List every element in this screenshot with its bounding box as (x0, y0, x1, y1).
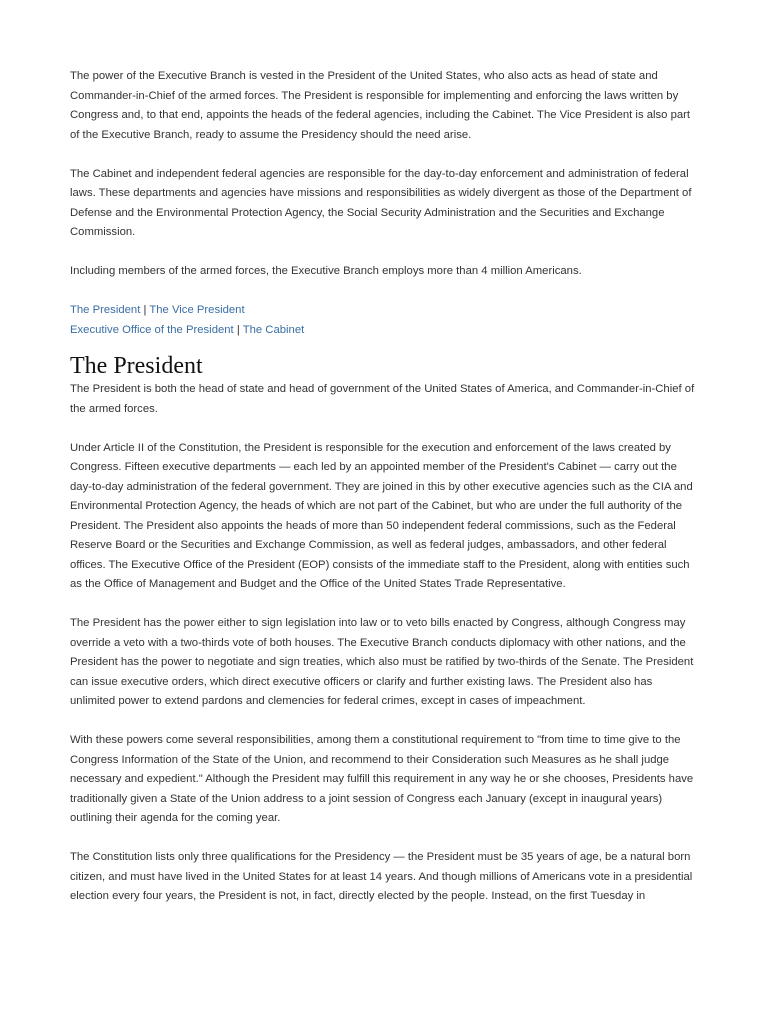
intro-paragraph-2: The Cabinet and independent federal agencies are responsible for the day-to-day enforcement and administration of federal laws. These departments and agencies have missions and responsibilities as widely divergent as those of the Department of Defense and the Environmental Protection Agency, the Social Security Administration and the Securities and Exchange Commission. (70, 167, 692, 238)
president-section (70, 380, 698, 907)
intro-paragraph-3: Including members of the armed forces, the Executive Branch employs more than 4 million Americans. (70, 265, 582, 277)
president-paragraph-1: The President is both the head of state and head of government of the United States of America, and Commander-in-Chief of the armed forces. (70, 383, 695, 415)
link-separator: | (140, 304, 150, 316)
link-the-vice-president[interactable]: The Vice President (149, 304, 245, 316)
president-paragraph-4: With these powers come several responsibilities, among them a constitutional requirement to "from time to time give to the Congress Information of the State of the Union, and recommend to their Consideration such Measures as he shall judge necessary and expedient." Although the President may fulfill this requirement in any way he or she chooses, Presidents have traditionally given a State of the Union address to a joint session of Congress each January (except in inaugural years) outlining their agenda for the coming year. (70, 734, 694, 824)
link-the-president[interactable]: The President (70, 304, 141, 316)
president-paragraph-2: Under Article II of the Constitution, the President is responsible for the execution and enforcement of the laws created by Congress. Fifteen executive departments — each led by an appointed member of the President's Cabinet — carry out the day-to-day administration of the federal government. They are joined in this by other executive agencies such as the CIA and Environmental Protection Agency, the heads of which are not part of the Cabinet, but who are under the full authority of the President. The President also appoints the heads of more than 50 independent federal commissions, such as the Federal Reserve Board or the Securities and Exchange Commission, as well as federal judges, ambassadors, and other federal offices. The Executive Office of the President (EOP) consists of the immediate staff to the President, along with entities such as the Office of Management and Budget and the Office of the United States Trade Representative. (70, 441, 693, 590)
links-row-1 (70, 301, 698, 321)
intro-section (70, 67, 698, 282)
link-separator: | (233, 323, 243, 336)
president-paragraph-3: The President has the power either to sign legislation into law or to veto bills enacted by Congress, although Congress may override a veto with a two-thirds vote of both houses. The Executive Branch conducts diplomacy with other nations, and the President has the power to negotiate and sign treaties, which also must be ratified by two-thirds of the Senate. The President can issue executive orders, which direct executive officers or clarify and further existing laws. The President also has unlimited power to extend pardons and clemencies for federal crimes, except in cases of impeachment. (70, 617, 694, 707)
section-links (70, 301, 698, 340)
link-executive-office[interactable]: Executive Office of the President (70, 323, 234, 336)
intro-paragraph-1: The power of the Executive Branch is vested in the President of the United States, who also acts as head of state and Commander-in-Chief of the armed forces. The President is responsible for implementing and enforcing the laws written by Congress and, to that end, appoints the heads of the federal agencies, including the Cabinet. The Vice President is also part of the Executive Branch, ready to assume the Presidency should the need arise. (70, 70, 691, 141)
links-row-2 (70, 321, 698, 341)
section-heading-president: The President (70, 353, 203, 379)
link-the-cabinet[interactable]: The Cabinet (242, 323, 305, 336)
president-paragraph-5: The Constitution lists only three qualifications for the Presidency — the President must be 35 years of age, be a natural born citizen, and must have lived in the United States for at least 14 years. And though millions of Americans vote in a presidential election every four years, the President is not, in fact, directly elected by the people. Instead, on the first Tuesday in (70, 851, 693, 902)
